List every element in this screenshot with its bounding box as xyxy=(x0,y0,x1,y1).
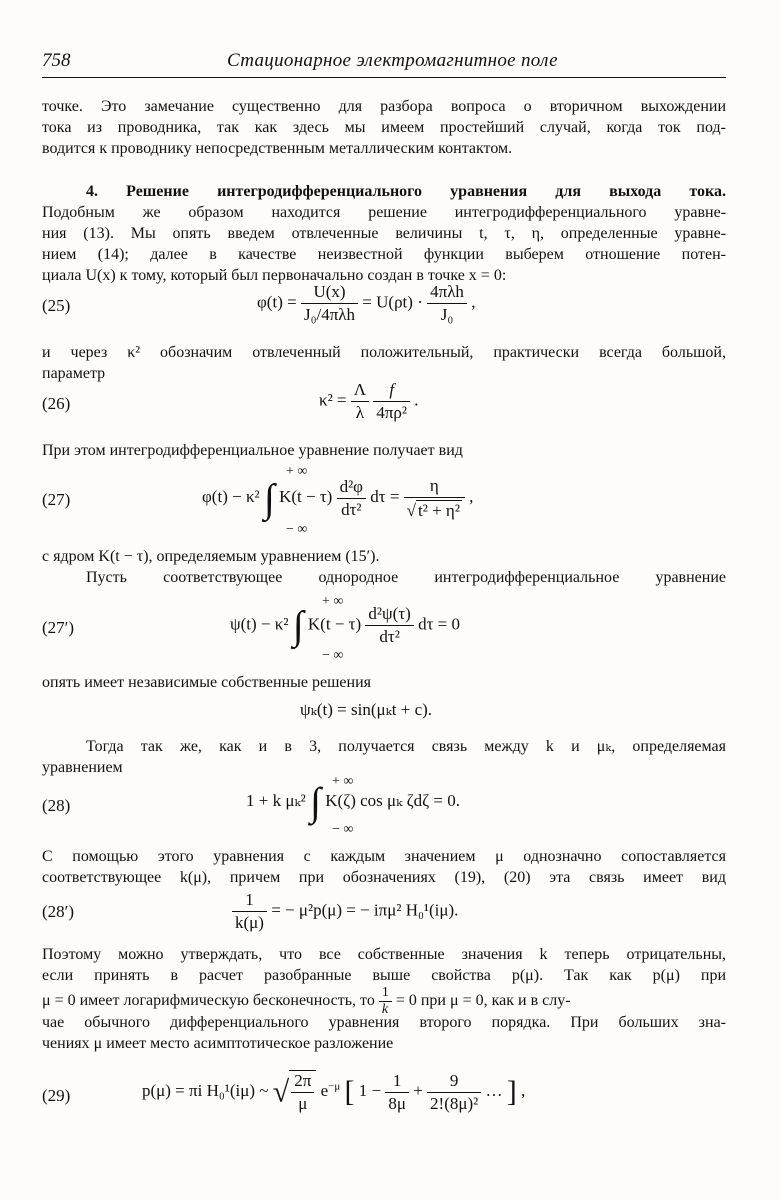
eq-tail: . xyxy=(414,390,419,410)
denominator: dτ² xyxy=(379,627,400,646)
equation-28 xyxy=(42,774,726,836)
paragraph-4 xyxy=(42,546,726,588)
text-line: Тогда так же, как и в 3, получается связь между k и μₖ, определяемая xyxy=(86,738,726,755)
denominator: λ xyxy=(355,403,365,422)
eq-lhs: p(μ) = πi H₀¹(iμ) ~ xyxy=(142,1080,269,1100)
fraction xyxy=(365,604,413,647)
paragraph-8 xyxy=(42,846,726,888)
text-line: Пусть соответствующее однородное интегродифференциальное уравнение xyxy=(86,569,726,586)
numerator: 2π xyxy=(291,1071,314,1093)
text-line: тока из проводника, так как здесь мы имеем простейший случай, когда ток под- xyxy=(42,119,726,136)
eq-tail: = − μ²p(μ) = − iπμ² H₀¹(iμ). xyxy=(271,900,459,920)
lower-limit: − ∞ xyxy=(322,648,344,663)
fraction xyxy=(427,1071,481,1114)
eq-lhs: 1 + k μₖ² xyxy=(246,790,306,810)
eq-tail: , xyxy=(471,292,476,312)
text-fragment: = 0 при μ = 0, как и в слу- xyxy=(395,992,571,1010)
sqrt: √ $\frac{2\pi}{\mu}$ xyxy=(273,1070,317,1114)
denominator: k(μ) xyxy=(235,913,264,932)
upper-limit: + ∞ xyxy=(286,464,308,479)
numerator: Λ xyxy=(351,380,369,402)
equation-number: (27) xyxy=(42,490,71,509)
fraction xyxy=(337,477,366,520)
equation-body xyxy=(257,282,475,325)
section-4 xyxy=(42,181,726,286)
right-bracket: ] xyxy=(506,1075,517,1108)
text-line: Подобным же образом находится решение интегродифференциального уравне- xyxy=(42,204,726,221)
exponential: e xyxy=(320,1080,329,1100)
paragraph-2 xyxy=(42,342,726,384)
text-line: циала U(x) к тому, который был первоначально создан в точке x = 0: xyxy=(42,267,507,284)
equation-body xyxy=(202,476,473,521)
eq-mid: = U(ρt) · xyxy=(362,292,423,312)
numerator: d²φ xyxy=(337,477,366,499)
text-line: водится к проводнику непосредственным металлическим контактом. xyxy=(42,140,513,157)
equation-body xyxy=(246,779,460,824)
integral-sign: ∫ xyxy=(310,779,321,824)
fraction xyxy=(301,282,358,325)
kernel: K(t − τ) xyxy=(307,614,362,634)
fraction xyxy=(385,1071,409,1114)
denominator: k xyxy=(381,1002,389,1017)
text-line: с ядром K(t − τ), определяемым уравнением (15′). xyxy=(42,548,380,565)
eq-lhs: ψ(t) − κ² xyxy=(230,614,289,634)
equation-28-prime xyxy=(42,890,726,936)
equation-body xyxy=(142,1070,525,1114)
text-line xyxy=(42,985,726,1017)
numerator: 1 xyxy=(232,890,267,912)
paragraph-9 xyxy=(42,944,726,1054)
paragraph-1 xyxy=(42,96,726,159)
numerator: d²ψ(τ) xyxy=(365,604,413,626)
equation-body xyxy=(319,380,419,423)
equation-number: (27′) xyxy=(42,618,75,637)
fraction xyxy=(427,282,467,325)
denominator: 4πρ² xyxy=(376,403,408,422)
equation-body xyxy=(232,890,458,933)
text-line: нием (14); далее в качестве неизвестной функции выберем отношение потен- xyxy=(42,246,726,263)
eq-tail: , xyxy=(520,1080,526,1100)
eq-lhs: κ² = xyxy=(319,390,347,410)
equation-number: (25) xyxy=(42,296,71,315)
equation-body xyxy=(230,604,460,647)
text-line: чениях μ имеет место асимптотическое разложение xyxy=(42,1035,394,1052)
equation-number: (28′) xyxy=(42,902,75,921)
text-fragment: μ = 0 имеет логарифмическую бесконечность, то xyxy=(42,992,375,1010)
eq-tail: dτ = 0 xyxy=(418,614,460,634)
equation-number: (26) xyxy=(42,394,71,413)
left-bracket: [ xyxy=(344,1075,355,1108)
fraction xyxy=(404,476,465,521)
numerator: 4πλh xyxy=(427,282,467,304)
paragraph-7 xyxy=(42,736,726,778)
numerator: f xyxy=(373,380,410,402)
header-rule xyxy=(42,77,726,78)
text-line: если принять в расчет разобранные выше свойства p(μ). Так как p(μ) при xyxy=(42,967,726,984)
fraction xyxy=(373,380,410,423)
text-line: опять имеет независимые собственные решения xyxy=(42,674,372,691)
equation-29 xyxy=(42,1070,726,1126)
text-line: соответствующее k(μ), причем при обозначениях (19), (20) эта связь имеет вид xyxy=(42,869,726,886)
eq-lhs: φ(t) = xyxy=(257,292,297,312)
equation-number: (28) xyxy=(42,796,71,815)
denominator xyxy=(404,498,465,521)
numerator: 1 xyxy=(379,986,392,1002)
radicand: t² + η² xyxy=(418,500,460,520)
denominator: 8μ xyxy=(388,1093,406,1113)
upper-limit: + ∞ xyxy=(322,594,344,609)
eq-tail: K(ζ) cos μₖ ζdζ = 0. xyxy=(325,790,460,810)
fraction xyxy=(291,1071,314,1114)
denominator: dτ² xyxy=(341,499,362,519)
section-title: 4. Решение интегродифференциального уравнения для выхода тока. xyxy=(86,183,726,200)
equation-27 xyxy=(42,464,726,540)
sqrt: √ t² + η² xyxy=(406,500,460,520)
lower-limit: − ∞ xyxy=(286,522,308,537)
numerator: U(x) xyxy=(301,282,358,304)
eq-lhs: φ(t) − κ² xyxy=(202,487,260,507)
denominator: 2!(8μ)² xyxy=(430,1093,479,1113)
equation-26 xyxy=(42,380,726,428)
text-line: чае обычного дифференциального уравнения второго порядка. При больших зна- xyxy=(42,1014,726,1031)
text-line: ния (13). Мы опять введем отвлеченные величины t, τ, η, определенные уравне- xyxy=(42,225,726,242)
numerator: 9 xyxy=(427,1071,481,1093)
ellipsis: … xyxy=(485,1080,503,1100)
equation-psi xyxy=(42,700,726,726)
numerator: 1 xyxy=(385,1071,409,1093)
equation-27-prime xyxy=(42,594,726,664)
exponent: −μ xyxy=(328,1080,341,1093)
text-line: При этом интегродифференциальное уравнение получает вид xyxy=(42,442,463,459)
lower-limit: − ∞ xyxy=(332,822,354,837)
fraction xyxy=(232,890,267,933)
paragraph-6 xyxy=(42,672,726,693)
text-line: уравнением xyxy=(42,759,123,776)
series-term: 1 − xyxy=(358,1080,382,1100)
kernel: K(t − τ) xyxy=(279,487,333,507)
plus-sign: + xyxy=(413,1080,423,1100)
eq-mid: dτ = xyxy=(370,487,400,507)
text-line: и через κ² обозначим отвлеченный положительный, практически всегда большой, xyxy=(42,344,726,361)
numerator: η xyxy=(404,476,465,498)
denominator: J₀ xyxy=(440,305,454,324)
denominator: μ xyxy=(298,1094,308,1113)
paragraph-3 xyxy=(42,440,726,461)
eq-tail: , xyxy=(469,487,474,507)
equation-number: (29) xyxy=(42,1086,71,1105)
fraction xyxy=(351,380,369,423)
integral-sign: ∫ xyxy=(292,602,304,648)
denominator: J₀/4πλh xyxy=(303,305,356,324)
text-line: параметр xyxy=(42,365,106,382)
text-line: точке. Это замечание существенно для разбора вопроса о вторичном выхождении xyxy=(42,98,726,115)
equation-body: ψₖ(t) = sin(μₖt + c). xyxy=(300,700,433,719)
page-number: 758 xyxy=(42,50,71,71)
running-head: Стационарное электромагнитное поле xyxy=(227,50,558,71)
text-line: Поэтому можно утверждать, что все собственные значения k теперь отрицательны, xyxy=(42,946,726,963)
upper-limit: + ∞ xyxy=(332,774,354,789)
equation-25 xyxy=(42,282,726,332)
page-header xyxy=(42,50,726,74)
text-line: С помощью этого уравнения с каждым значением μ однозначно сопоставляется xyxy=(42,848,726,865)
integral-sign: ∫ xyxy=(263,475,275,521)
